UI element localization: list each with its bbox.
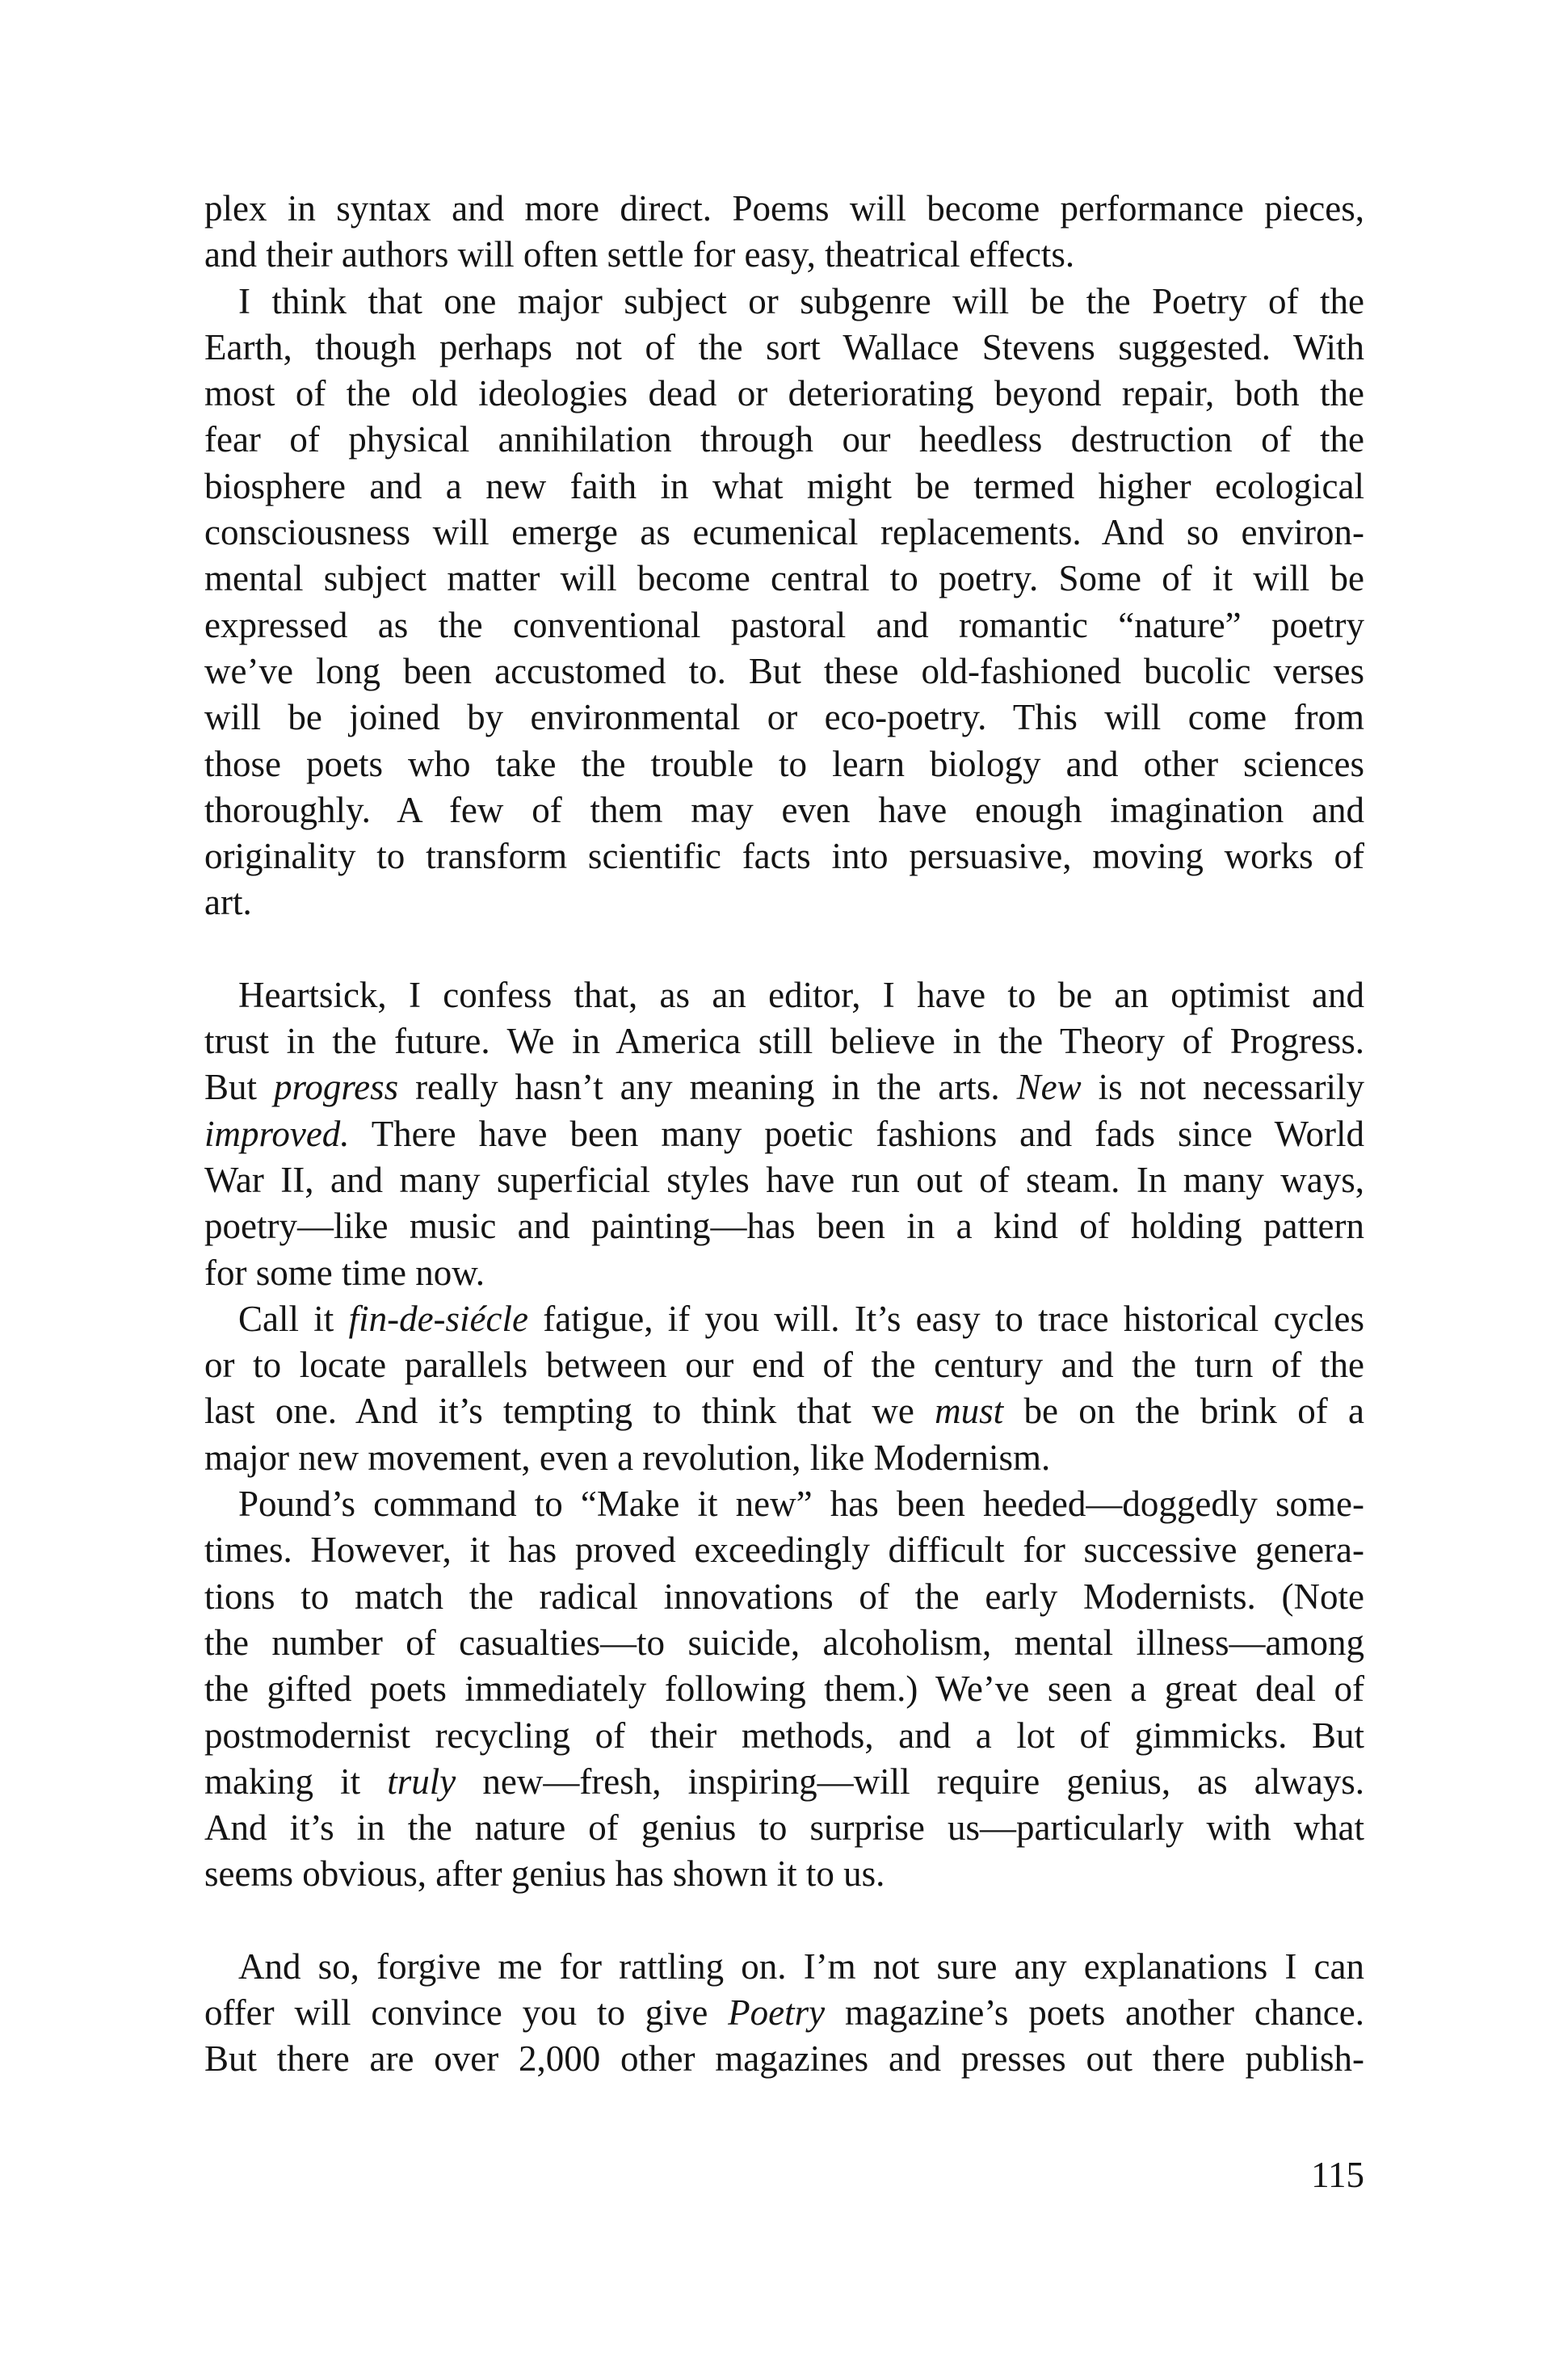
text-run: magazine’s poets another chance. [825,1992,1364,2033]
italic-text: Poetry [728,1992,826,2033]
text-line [204,602,1364,649]
text-line [204,1388,1364,1434]
text-line [204,1527,1364,1573]
text-run: consciousness will emerge as ecumenical replacements. And so environ- [204,512,1364,553]
text-line [204,1713,1364,1759]
text-line [204,879,1364,926]
text-run: And it’s in the nature of genius to surprise us—particularly with what [204,1807,1364,1849]
text-line [204,972,1364,1018]
text-run: seems obvious, after genius has shown it to us. [204,1853,885,1895]
text-section [204,1944,1364,2083]
italic-text: progress [273,1067,399,1108]
text-section [204,186,1364,926]
text-line [204,2036,1364,2082]
text-run: last one. And it’s tempting to think that we [204,1391,935,1432]
text-line [204,279,1364,325]
text-run: will be joined by environmental or eco-poetry. This will come from [204,697,1364,738]
text-line [204,1990,1364,2036]
text-line [204,1296,1364,1342]
text-run: expressed as the conventional pastoral and romantic “nature” poetry [204,604,1364,645]
text-run: those poets who take the trouble to learn biology and other sciences [204,743,1364,784]
text-run: plex in syntax and more direct. Poems will become performance pieces, [204,188,1364,229]
text-line [204,1111,1364,1157]
text-line [204,510,1364,556]
text-line [204,649,1364,695]
text-run: Earth, though perhaps not of the sort Wallace Stevens suggested. With [204,326,1364,367]
text-run: postmodernist recycling of their methods, and a lot of gimmicks. But [204,1715,1364,1756]
text-run: mental subject matter will become central to poetry. Some of it will be [204,558,1364,599]
text-run: And so, forgive me for rattling on. I’m not sure any explanations I can [238,1946,1364,1987]
text-line [204,1342,1364,1388]
text-line [204,232,1364,278]
text-line [204,1574,1364,1620]
page-number: 115 [1311,2155,1364,2195]
text-line [204,556,1364,602]
text-line [204,787,1364,833]
italic-text: truly [387,1761,456,1802]
text-line [204,1064,1364,1110]
text-run: and their authors will often settle for easy, theatrical effects. [204,234,1075,275]
italic-text: fin-de-siécle [348,1298,528,1339]
text-line [204,371,1364,417]
text-run: Call it [238,1298,349,1339]
text-run: really hasn’t any meaning in the arts. [398,1067,1017,1108]
text-line [204,325,1364,371]
text-run: biosphere and a new faith in what might be termed higher ecological [204,465,1364,506]
text-line [204,833,1364,879]
text-run: fear of physical annihilation through our heedless destruction of the [204,419,1364,460]
text-line [204,1481,1364,1527]
section-break [204,1898,1364,1944]
italic-text: must [935,1391,1004,1432]
section-break [204,926,1364,972]
text-line [204,1851,1364,1897]
text-run: trust in the future. We in America still believe in the Theory of Progress. [204,1021,1364,1062]
text-run: times. However, it has proved exceedingly difficult for successive genera- [204,1530,1364,1571]
text-line [204,1759,1364,1805]
text-run: the gifted poets immediately following them.) We’ve seen a great deal of [204,1669,1364,1710]
text-line [204,1157,1364,1203]
text-run: fatigue, if you will. It’s easy to trace historical cycles [527,1298,1365,1339]
text-run: major new movement, even a revolution, like Modernism. [204,1437,1051,1478]
text-run: There have been many poetic fashions and fads since World [349,1113,1364,1154]
text-line [204,1435,1364,1481]
text-run: the number of casualties—to suicide, alcoholism, mental illness—among [204,1622,1364,1663]
text-run: thoroughly. A few of them may even have enough imagination and [204,789,1364,830]
text-run: Heartsick, I confess that, as an editor, I have to be an optimist and [238,974,1364,1015]
text-run: But there are over 2,000 other magazines and presses out there publish- [204,2038,1364,2080]
text-line [204,1805,1364,1851]
text-run: be on the brink of a [1003,1391,1364,1432]
text-run: art. [204,882,252,923]
text-run: offer will convince you to give [204,1992,729,2033]
text-line [204,1666,1364,1712]
text-line [204,1018,1364,1064]
text-run: new—fresh, inspiring—will require genius, as always. [456,1761,1364,1802]
text-line [204,695,1364,741]
text-run: is not necessarily [1081,1067,1364,1108]
text-line [204,186,1364,232]
text-line [204,741,1364,787]
text-line [204,417,1364,463]
text-run: I think that one major subject or subgenre will be the Poetry of the [238,280,1364,321]
text-run: But [204,1067,274,1108]
text-run: we’ve long been accustomed to. But these old-fashioned bucolic verses [204,650,1364,691]
text-run: or to locate parallels between our end of the century and the turn of the [204,1345,1364,1386]
text-line [204,1944,1364,1990]
text-section [204,972,1364,1898]
text-line [204,464,1364,510]
text-run: for some time now. [204,1252,485,1293]
text-line [204,1250,1364,1296]
page-body [204,186,1364,2083]
italic-text: New [1016,1067,1082,1108]
text-run: War II, and many superficial styles have run out of steam. In many ways, [204,1159,1364,1200]
text-run: poetry—like music and painting—has been in a kind of holding pattern [204,1206,1364,1247]
text-run: Pound’s command to “Make it new” has been heeded—doggedly some- [238,1484,1364,1525]
italic-text: improved. [204,1113,350,1154]
text-run: originality to transform scientific facts into persuasive, moving works of [204,836,1364,877]
text-run: making it [204,1761,388,1802]
text-run: tions to match the radical innovations of the early Modernists. (Note [204,1576,1364,1617]
text-run: most of the old ideologies dead or deteriorating beyond repair, both the [204,373,1364,414]
text-line [204,1620,1364,1666]
text-line [204,1203,1364,1249]
